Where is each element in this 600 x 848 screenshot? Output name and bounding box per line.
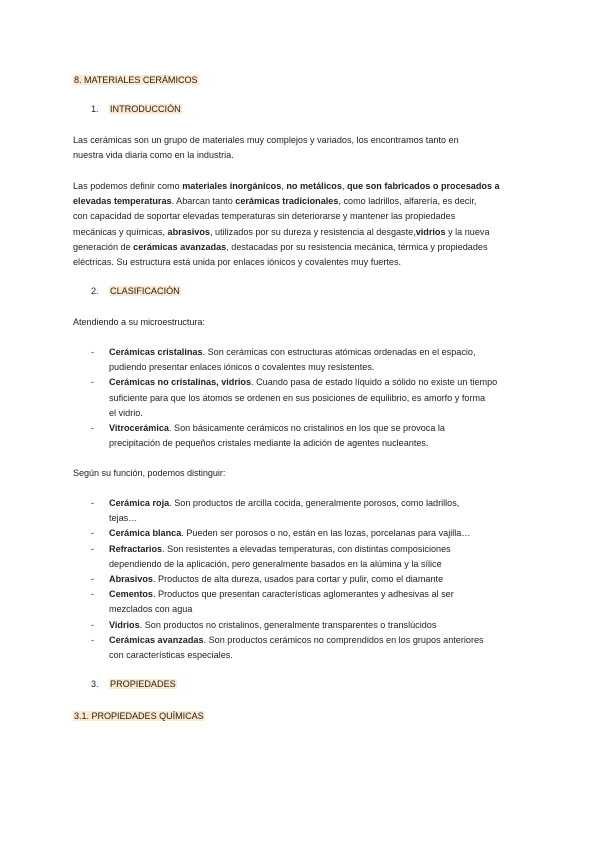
text-line: suficiente para que los átomos se ordenen en sus posiciones de equilibrio, es amorfo y forma [109,392,486,403]
list-dash: - [91,619,95,630]
text-line [109,572,521,587]
list-item [91,587,521,617]
microstructure-list [91,345,521,451]
subsection-title: 3.1. PROPIEDADES QUÍMICAS [74,711,204,721]
bold-term: Cerámica blanca [109,528,182,539]
bold-term: cerámicas avanzadas [133,241,227,252]
bold-term: cerámicas tradicionales [235,196,339,207]
text-line [109,633,521,648]
bold-term: Vitrocerámica [109,423,169,434]
text-line [109,421,521,436]
text-line: el vidrio. [109,407,143,418]
text-line: tejas… [109,513,138,524]
text-run: . Son resistentes a elevadas temperaturas, con distintas composiciones [162,543,451,554]
text-line [109,496,521,511]
text-run: Las podemos definir como [73,181,183,191]
list-dash: - [91,423,95,434]
text-line [109,375,521,390]
bold-term: abrasivos [167,226,210,237]
text-run: . Pueden ser porosos o no, están en las lozas, porcelanas para vajilla… [181,528,471,539]
list-dash: - [91,528,95,539]
section-heading-clasificacion [91,286,181,296]
text-run: . Son productos no cristalinos, generalmente transparentes o translúcidos [139,619,437,630]
text-line: pudiendo presentar enlaces iónicos o covalentes muy resistentes. [109,362,375,373]
list-dash: - [91,543,95,554]
list-item [91,526,521,541]
text-run: . Productos que presentan características aglomerantes y adhesivas al ser [152,589,454,600]
list-item [91,375,521,421]
text-run: generación de [73,241,134,252]
text-line [73,194,535,209]
bold-term: Cerámicas cristalinas [109,347,203,357]
section-heading-propiedades [91,679,177,689]
list-item [91,345,521,375]
bold-term: Refractarios [109,543,163,554]
text-line: nuestra vida diaria como en la industria. [73,150,234,161]
bold-term: que son fabricados o procesados a [346,181,500,191]
bold-term: Cerámicas avanzadas [109,634,204,645]
text-line: Las cerámicas son un grupo de materiales muy complejos y variados, los encontramos tanto en [73,135,459,145]
section-label: INTRODUCCIÓN [110,104,181,114]
chapter-title-text: 8. MATERIALES CERÁMICOS [74,75,198,85]
text-run: mecánicas y químicas, [73,226,168,237]
bold-term: elevadas temperaturas [73,196,172,207]
section-heading-introduccion [91,104,182,114]
list-item [91,496,521,526]
section-label: CLASIFICACIÓN [110,286,180,296]
list-dash: - [91,347,95,357]
bold-term: no metálicos [286,181,342,191]
text-run: , [341,181,347,191]
text-line [109,618,521,633]
text-run: . Son básicamente cerámicos no cristalinos en los que se provoca la [169,423,445,434]
text-line [109,542,521,557]
intro-paragraph-2 [73,179,535,270]
section-number: 3. [91,679,99,689]
text-run: , [281,181,287,191]
text-line [109,345,521,360]
text-line [109,526,521,541]
text-line [109,587,521,602]
text-line [73,225,535,240]
list-dash: - [91,574,95,585]
bold-term: materiales inorgánicos [182,181,282,191]
text-run: y la nueva [445,226,490,237]
chapter-title [73,73,199,88]
subsection-heading [73,709,205,724]
section-label: PROPIEDADES [110,679,176,689]
text-run: . Abarcan tanto [171,196,236,207]
list-item [91,572,521,587]
list-dash: - [91,589,95,600]
text-line [73,179,535,194]
function-intro: Según su función, podemos distinguir: [73,468,226,478]
bold-term: vidrios [415,226,446,237]
text-run: . Cuando pasa de estado líquido a sólido no existe un tiempo [251,377,498,388]
text-line: precipitación de pequeños cristales mediante la adición de agentes nucleantes. [109,438,429,449]
text-line: con características especiales. [109,650,233,661]
bold-term: Vidrios [109,619,140,630]
bold-term: Abrasivos [109,574,153,585]
text-line: eléctricas. Su estructura está unida por enlaces iónicos y covalentes muy fuertes. [73,257,402,268]
text-run: , utilizados por su dureza y resistencia al desgaste, [209,226,416,237]
text-run: . Son cerámicas con estructuras atómicas ordenadas en el espacio, [202,347,476,357]
section-number: 1. [91,104,99,114]
micro-intro: Atendiendo a su microestructura: [73,317,205,327]
list-item [91,633,521,663]
text-run: . Productos de alta dureza, usados para cortar y pulir, como el diamante [152,574,444,585]
text-run: , destacadas por su resistencia mecánica, térmica y propiedades [226,241,488,252]
bold-term: Cerámicas no cristalinas, vidrios [109,377,252,388]
text-line: dependiendo de la aplicación, pero generalmente basados en la alúmina y la sílice [109,558,442,569]
section-number: 2. [91,286,99,296]
text-line [73,240,535,255]
list-dash: - [91,377,95,388]
bold-term: Cerámica roja [109,498,170,508]
list-item [91,421,521,451]
text-run: . Son productos de arcilla cocida, generalmente porosos, como ladrillos, [169,498,460,508]
function-list [91,496,521,663]
intro-paragraph-1 [73,133,535,163]
text-run: , como ladrillos, alfarería, es decir, [338,196,477,207]
list-item [91,618,521,633]
text-run: . Son productos cerámicos no comprendidos en los grupos anteriores [203,634,484,645]
list-dash: - [91,634,95,645]
list-dash: - [91,498,95,508]
list-item [91,542,521,572]
bold-term: Cementos [109,589,153,600]
text-line: mezclados con agua [109,604,193,615]
text-line: con capacidad de soportar elevadas temperaturas sin deteriorarse y mantener las propiedades [73,211,456,222]
